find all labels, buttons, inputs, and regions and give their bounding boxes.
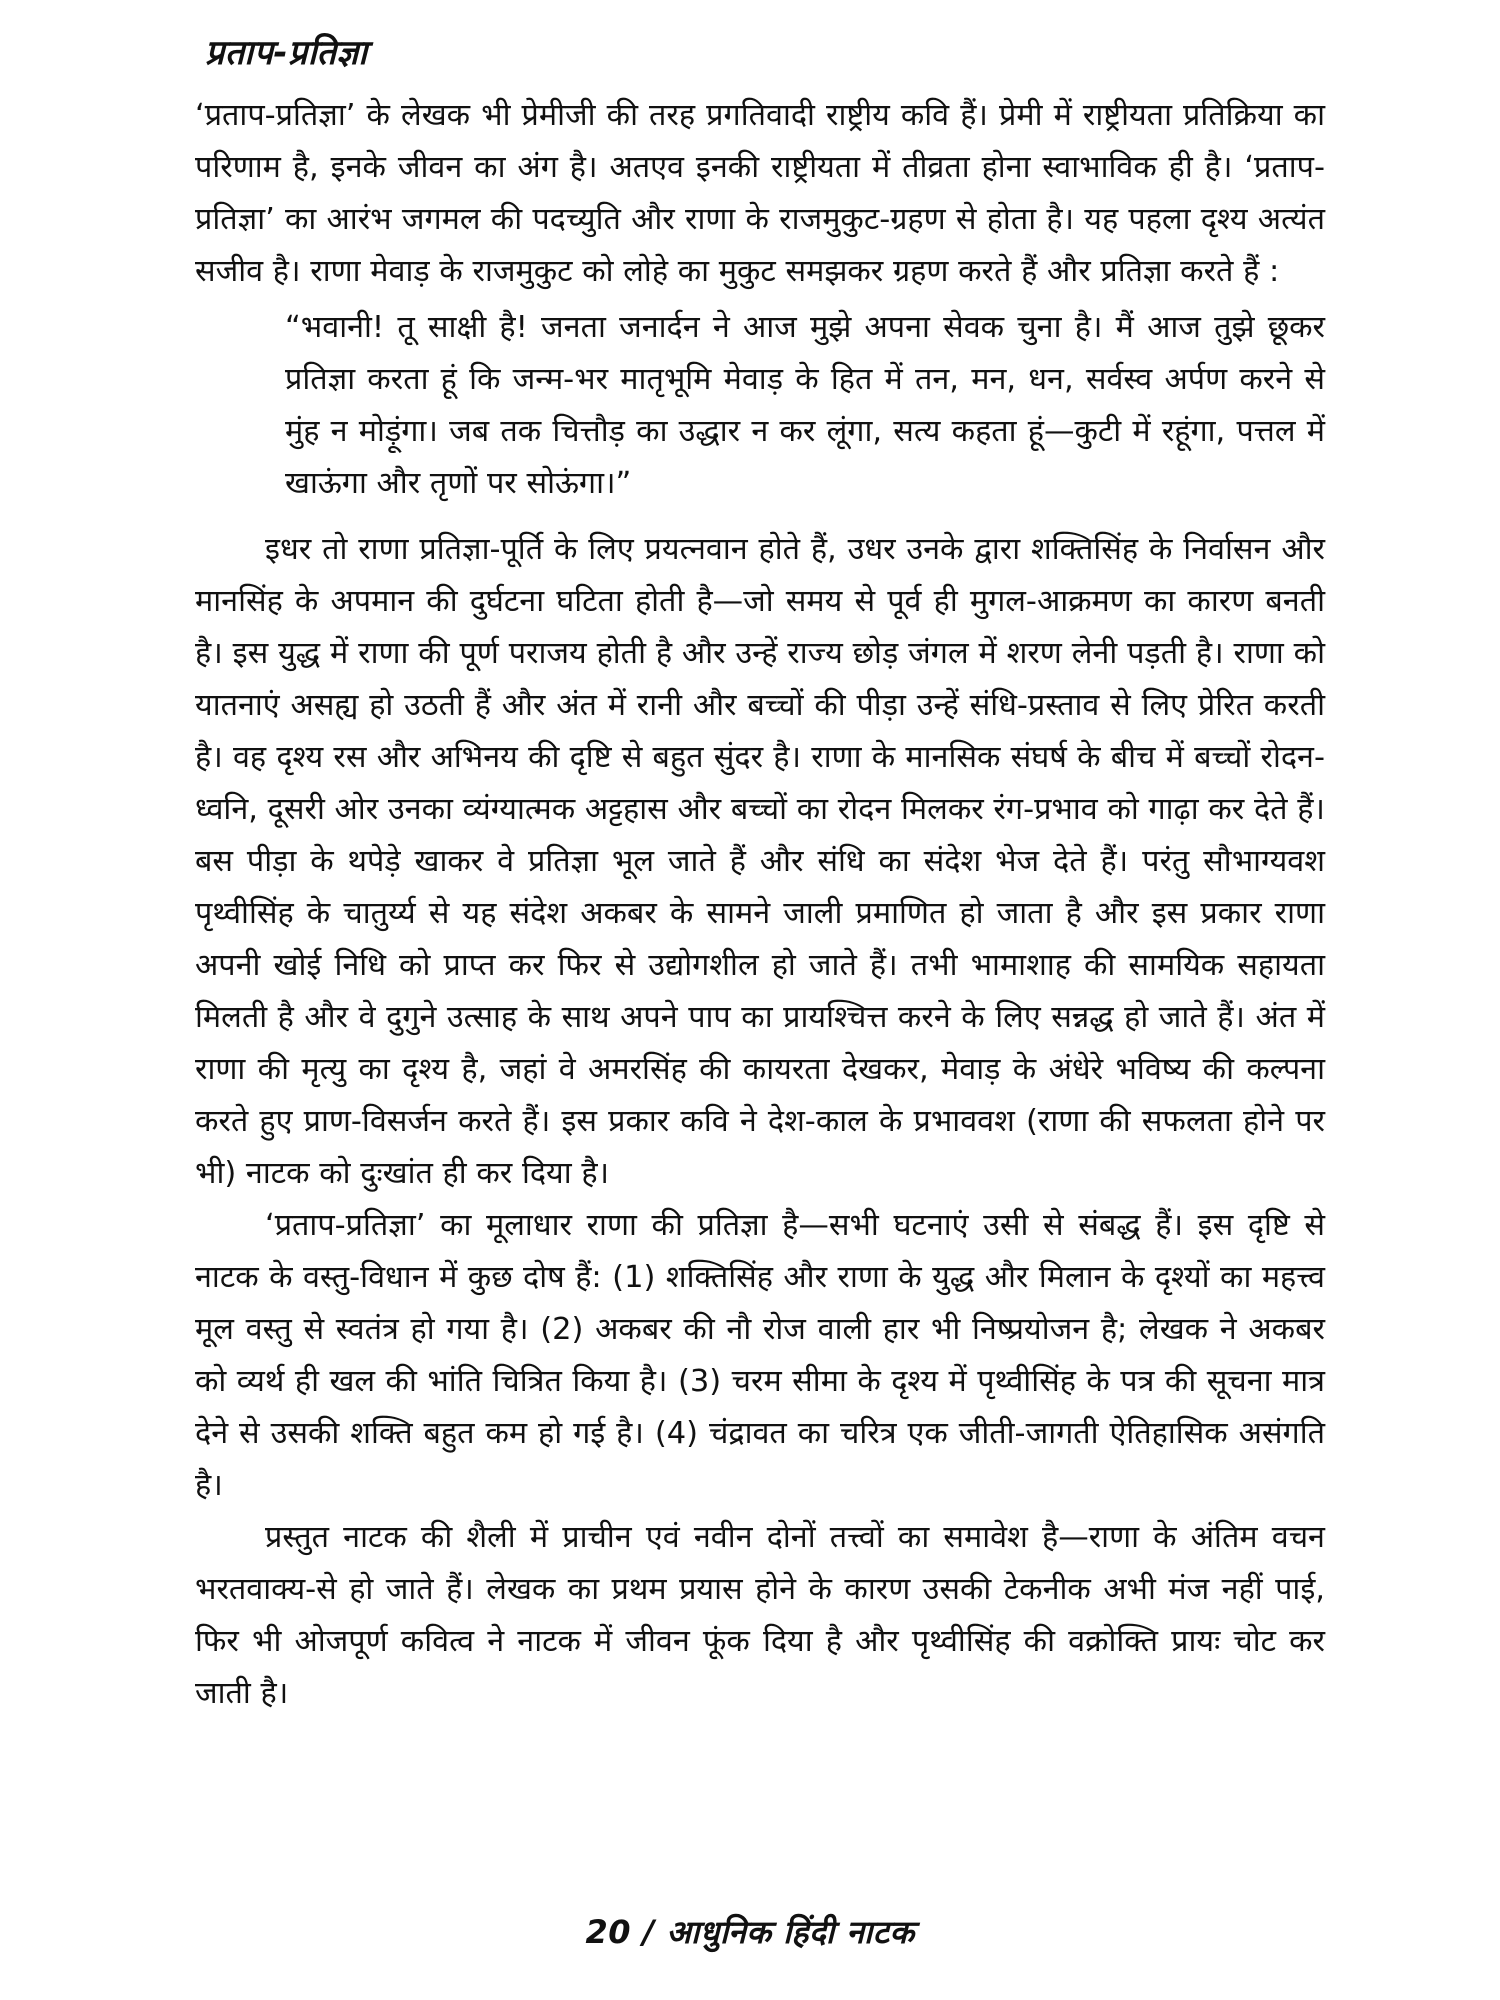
page-footer: [0, 1910, 1500, 1953]
running-head-title: प्रताप-प्रतिज्ञा: [205, 33, 368, 73]
paragraph-plot-summary: इधर तो राणा प्रतिज्ञा-पूर्ति के लिए प्रयत्नवान होते हैं, उधर उनके द्वारा शक्तिसिंह के निर्वासन और मानसिंह के अपमान की दुर्घटना घटिता होती है—जो समय से पूर्व ही मुगल-आक्रमण का कारण बनती है। इस युद्ध में राणा की पूर्ण पराजय होती है और उन्हें राज्य छोड़ जंगल में शरण लेनी पड़ती है। राणा को यातनाएं असह्य हो उठती हैं और अंत में रानी और बच्चों की पीड़ा उन्हें संधि-प्रस्ताव से लिए प्रेरित करती है। वह दृश्य रस और अभिनय की दृष्टि से बहुत सुंदर है। राणा के मानसिक संघर्ष के बीच में बच्चों रोदन-ध्वनि, दूसरी ओर उनका व्यंग्यात्मक अट्टहास और बच्चों का रोदन मिलकर रंग-प्रभाव को गाढ़ा कर देते हैं। बस पीड़ा के थपेड़े खाकर वे प्रतिज्ञा भूल जाते हैं और संधि का संदेश भेज देते हैं। परंतु सौभाग्यवश पृथ्वीसिंह के चातुर्य्य से यह संदेश अकबर के सामने जाली प्रमाणित हो जाता है और इस प्रकार राणा अपनी खोई निधि को प्राप्त कर फिर से उद्योगशील हो जाते हैं। तभी भामाशाह की सामयिक सहायता मिलती है और वे दुगुने उत्साह के साथ अपने पाप का प्रायश्चित्त करने के लिए सन्नद्ध हो जाते हैं। अंत में राणा की मृत्यु का दृश्य है, जहां वे अमरसिंह की कायरता देखकर, मेवाड़ के अंधेरे भविष्य की कल्पना करते हुए प्राण-विसर्जन करते हैं। इस प्रकार कवि ने देश-काल के प्रभाववश (राणा की सफलता होने पर भी) नाटक को दुःखांत ही कर दिया है।: [195, 532, 1325, 1191]
body-text: [195, 90, 1325, 1720]
footer-separator: /: [642, 1913, 655, 1951]
footer-book-title: आधुनिक हिंदी नाटक: [666, 1913, 915, 1951]
paragraph-structure-flaws: ‘प्रताप-प्रतिज्ञा’ का मूलाधार राणा की प्रतिज्ञा है—सभी घटनाएं उसी से संबद्ध हैं। इस दृष्टि से नाटक के वस्तु-विधान में कुछ दोष हैं: (1) शक्तिसिंह और राणा के युद्ध और मिलान के दृश्यों का महत्त्व मूल वस्तु से स्वतंत्र हो गया है। (2) अकबर की नौ रोज वाली हार भी निष्प्रयोजन है; लेखक ने अकबर को व्यर्थ ही खल की भांति चित्रित किया है। (3) चरम सीमा के दृश्य में पृथ्वीसिंह के पत्र की सूचना मात्र देने से उसकी शक्ति बहुत कम हो गई है। (4) चंद्रावत का चरित्र एक जीती-जागती ऐतिहासिक असंगति है।: [195, 1208, 1325, 1503]
paragraph-style: प्रस्तुत नाटक की शैली में प्राचीन एवं नवीन दोनों तत्त्वों का समावेश है—राणा के अंतिम वचन भरतवाक्य-से हो जाते हैं। लेखक का प्रथम प्रयास होने के कारण उसकी टेकनीक अभी मंज नहीं पाई, फिर भी ओजपूर्ण कवित्व ने नाटक में जीवन फूंक दिया है और पृथ्वीसिंह की वक्रोक्ति प्रायः चोट कर जाती है।: [195, 1520, 1325, 1711]
page-number: 20: [585, 1913, 631, 1951]
block-quote-pledge: “भवानी! तू साक्षी है! जनता जनार्दन ने आज मुझे अपना सेवक चुना है। मैं आज तुझे छूकर प्रतिज्ञा करता हूं कि जन्म-भर मातृभूमि मेवाड़ के हित में तन, मन, धन, सर्वस्व अर्पण करने से मुंह न मोड़ूंगा। जब तक चित्तौड़ का उद्धार न कर लूंगा, सत्य कहता हूं—कुटी में रहूंगा, पत्तल में खाऊंगा और तृणों पर सोऊंगा।”: [285, 310, 1325, 501]
paragraph-intro: ‘प्रताप-प्रतिज्ञा’ के लेखक भी प्रेमीजी की तरह प्रगतिवादी राष्ट्रीय कवि हैं। प्रेमी में राष्ट्रीयता प्रतिक्रिया का परिणाम है, इनके जीवन का अंग है। अतएव इनकी राष्ट्रीयता में तीव्रता होना स्वाभाविक ही है। ‘प्रताप-प्रतिज्ञा’ का आरंभ जगमल की पदच्युति और राणा के राजमुकुट-ग्रहण से होता है। यह पहला दृश्य अत्यंत सजीव है। राणा मेवाड़ के राजमुकुट को लोहे का मुकुट समझकर ग्रहण करते हैं और प्रतिज्ञा करते हैं :: [195, 98, 1325, 289]
